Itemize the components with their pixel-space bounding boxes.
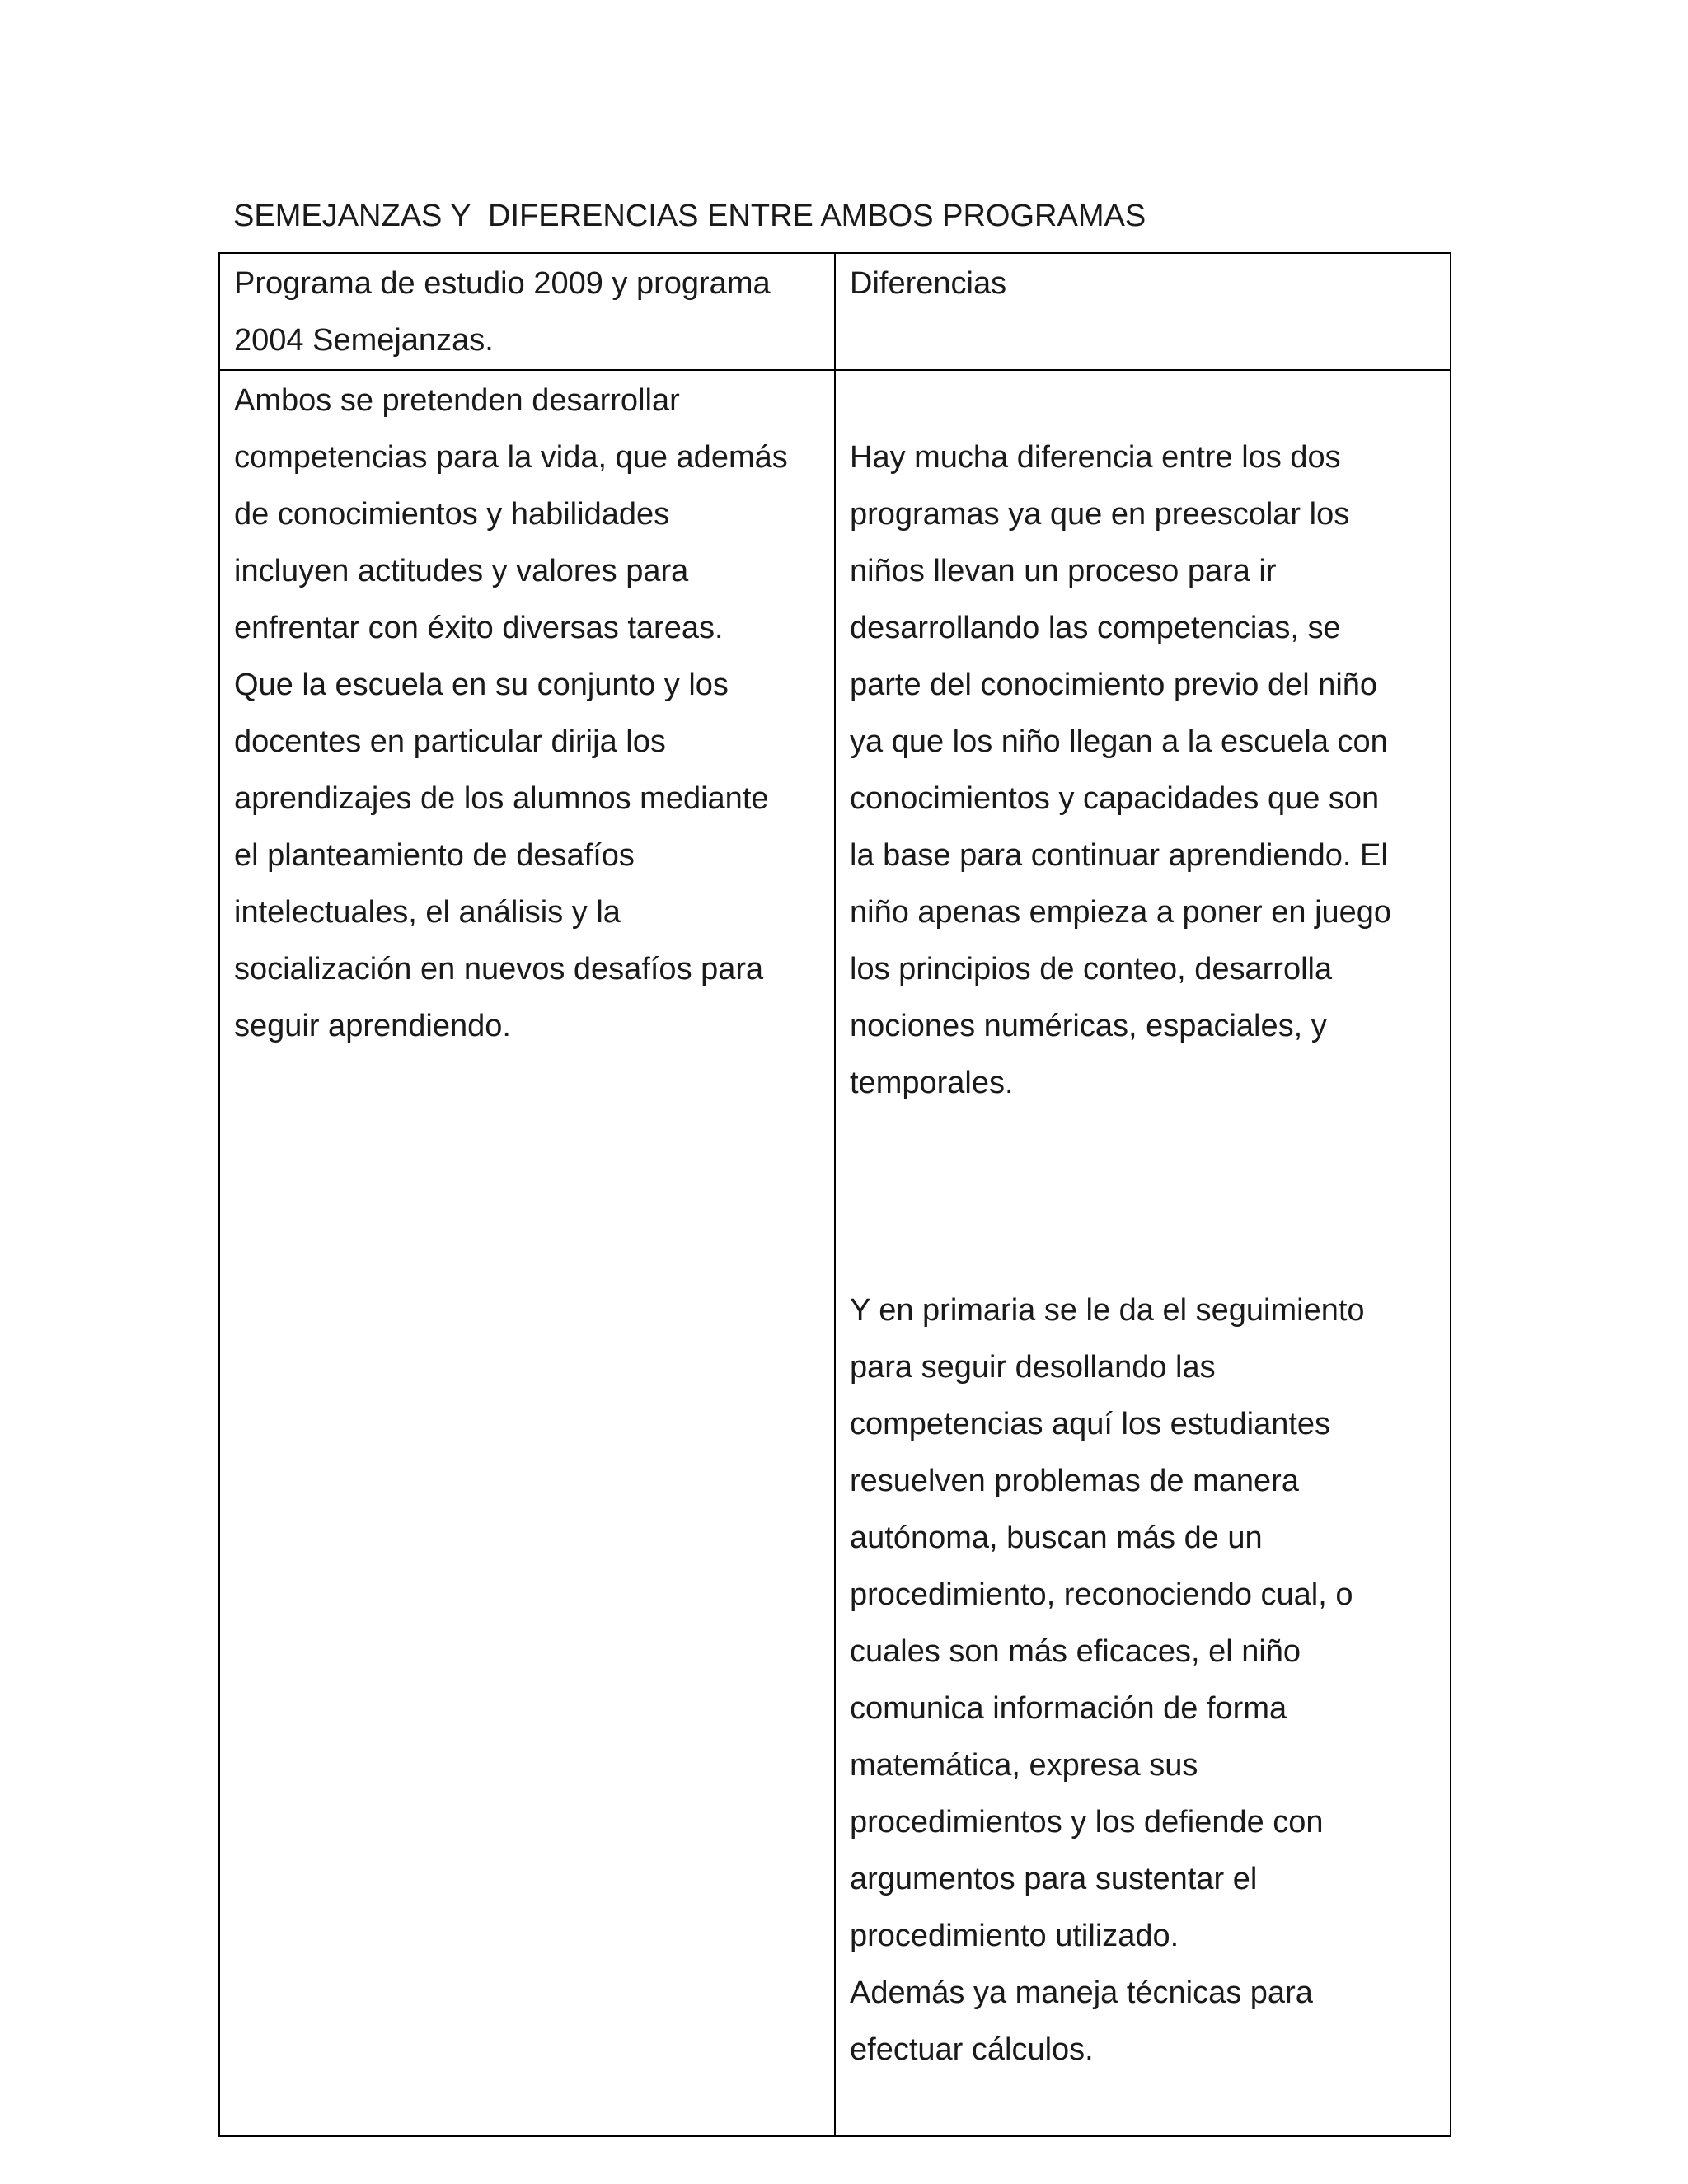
comparison-table — [218, 252, 1451, 2137]
table-row — [219, 370, 1451, 2136]
semejanzas-cell: Ambos se pretenden desarrollar competencias para la vida, que además de conocimientos y habilidades incluyen actitudes y valores para enfrentar con éxito diversas tareas. Que la escuela en su conjunto y los docentes en particular dirija los aprendizajes de los alumnos mediante el planteamiento de desafíos intelectuales, el análisis y la socialización en nuevos desafíos para seguir aprendiendo. — [219, 370, 835, 2136]
diferencias-preescolar-paragraph: Hay mucha diferencia entre los dos programas ya que en preescolar los niños llevan un proceso para ir desarrollando las competencias, se parte del conocimiento previo del niño ya que los niño llegan a la escuela con conocimientos y capacidades que son la base para continuar aprendiendo. El niño apenas empieza a poner en juego los principios de conteo, desarrolla nociones numéricas, espaciales, y temporales. — [850, 440, 1392, 1100]
table-header-row — [219, 253, 1451, 370]
diferencias-primaria-paragraph: Y en primaria se le da el seguimiento para seguir desollando las competencias aquí los estudiantes resuelven problemas de manera autónoma, buscan más de un procedimiento, reconociendo cual, o cuales son más eficaces, el niño comunica información de forma matemática, expresa sus procedimientos y los defiende con argumentos para sustentar el procedimiento utilizado. Además ya maneja técnicas para efectuar cálculos. — [850, 1293, 1365, 2067]
paragraph-gap — [850, 1169, 1440, 1226]
header-cell-semejanzas: Programa de estudio 2009 y programa 2004 Semejanzas. — [219, 253, 835, 370]
header-cell-diferencias: Diferencias — [835, 253, 1451, 370]
diferencias-cell — [835, 370, 1451, 2136]
document-title: SEMEJANZAS Y DIFERENCIAS ENTRE AMBOS PROGRAMAS — [233, 199, 1146, 233]
